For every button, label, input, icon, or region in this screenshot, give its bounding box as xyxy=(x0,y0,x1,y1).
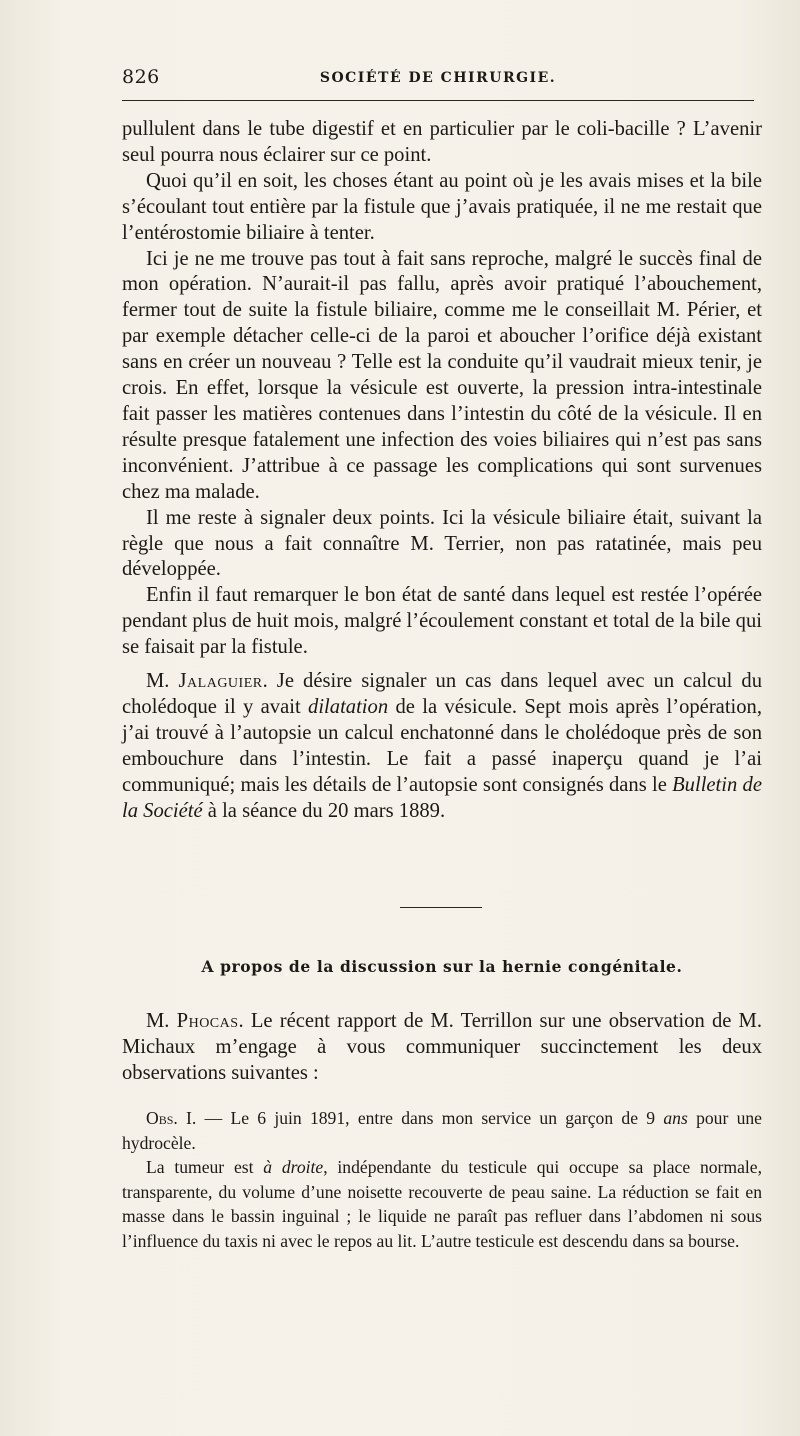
paragraph-phocas xyxy=(122,1009,762,1087)
paragraph-jalaguier xyxy=(122,669,762,824)
speaker-prefix: M. xyxy=(146,1010,177,1032)
italic-term: dilatation xyxy=(308,695,389,718)
paragraph-quoi: Quoi qu’il en soit, les choses étant au point où je les avais mises et la bile s’écoulant tout entière par la fistule que j’avais pratiquée, il ne me restait que l’entérostomie biliaire à tenter. xyxy=(122,169,762,244)
jalaguier-text-a: . Je désire signaler un cas dans lequel avec un calcul du cholédoque il y avait xyxy=(122,670,762,718)
paragraph-ici: Ici je ne me trouve pas tout à fait sans reproche, malgré le succès final de mon opération. N’aurait-il pas fallu, après avoir pratiqué l’abouchement, fermer tout de suite la fistule biliaire, comme me le conseillait M. Périer, et par exemple détacher celle-ci de la paroi et aboucher l’orifice déjà existant sans en créer un nouveau ? Telle est la conduite qu’il vaudrait mieux tenir, je crois. En effet, lorsque la vésicule est ouverte, la pression intra-intestinale fait passer les matières contenues dans l’intestin du côté de la vésicule. Il en résulte presque fatalement une infection des voies biliaires qui n’est pas sans inconvénient. J’attribue à ce passage les complications qui sont survenues chez ma malade. xyxy=(122,247,762,503)
italic-word: ans xyxy=(663,1108,688,1128)
section-title: A propos de la discussion sur la hernie congénitale. xyxy=(201,957,683,976)
header-rule xyxy=(122,100,754,101)
speaker-name: Phocas xyxy=(176,1010,239,1032)
page-header xyxy=(122,66,754,92)
phocas-text xyxy=(122,1009,762,1087)
paragraph-continuation: pullulent dans le tube digestif et en particulier par le coli-bacille ? L’avenir seul pourra nous éclairer sur ce point. xyxy=(122,118,762,166)
running-head: SOCIÉTÉ DE CHIRURGIE. xyxy=(319,70,557,86)
section-divider xyxy=(400,907,482,908)
paragraph-enfin: Enfin il faut remarquer le bon état de santé dans lequel est restée l’opérée pendant plus de huit mois, malgré l’écoulement constant et total de la bile qui se faisait par la fistule. xyxy=(122,584,762,659)
speaker-prefix: M. xyxy=(146,670,179,693)
phocas-body: . Le récent rapport de M. Terrillon sur une observation de M. Michaux m’engage à vous communiquer succinctement les deux observations suivantes : xyxy=(122,1010,763,1084)
main-text xyxy=(122,117,762,824)
page-number: 826 xyxy=(122,66,160,88)
observation-text-a: — Le 6 juin 1891, entre dans mon service un garçon de 9 xyxy=(196,1108,664,1128)
observation-text-b: pour une hydrocèle. xyxy=(122,1108,762,1153)
italic-title: Bulletin de la Société xyxy=(122,773,762,822)
observation-label: Obs. I. xyxy=(146,1108,197,1128)
observation-paragraph-1 xyxy=(122,1106,762,1155)
jalaguier-text-b: de la vésicule. Sept mois après l’opération, j’ai trouvé à l’autopsie un calcul enchatonné dans le cholédoque près de son embouchure dans l’intestin. Le fait a passé inaperçu quand je l’ai communiqué; mais les détails de l’autopsie sont consignés dans le xyxy=(122,695,762,796)
jalaguier-text-c: à la séance du 20 mars 1889. xyxy=(202,799,446,822)
paragraph-points: Il me reste à signaler deux points. Ici la vésicule biliaire était, suivant la règle que nous a fait connaître M. Terrier, non pas ratatinée, mais peu développée. xyxy=(122,506,762,581)
observation-paragraph-2 xyxy=(122,1155,762,1253)
observation-text xyxy=(122,1106,762,1254)
observation-p2-b: , indépendante du testicule qui occupe sa place normale, transparente, du volume d’une noisette recouverte de peau saine. La réduction se fait en masse dans le bassin inguinal ; le liquide ne paraît pas refluer dans l’abdomen ni sous l’influence du taxis ni avec le repos au lit. L’autre testicule est descendu dans sa bourse. xyxy=(122,1157,762,1251)
speaker-name: Jalaguier xyxy=(178,670,263,693)
observation-p2-a: La tumeur est xyxy=(146,1157,264,1178)
italic-side: à droite xyxy=(263,1157,324,1178)
